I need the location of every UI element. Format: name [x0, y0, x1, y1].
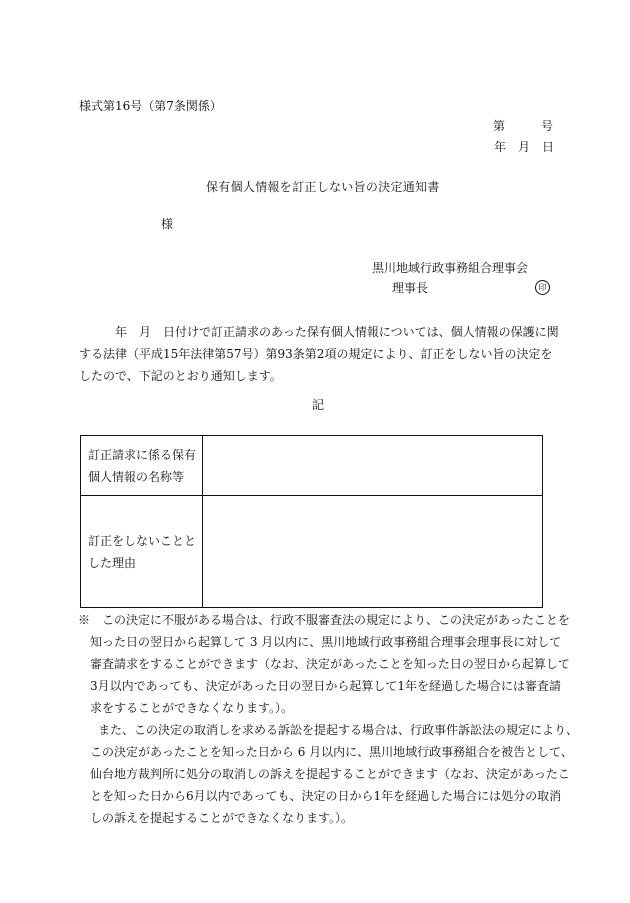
note-line: 知った日の翌日から起算して 3 月以内に、黒川地域行政事務組合理事会理事長に対して: [90, 635, 562, 649]
note-line: 仙台地方裁判所に処分の取消しの訴えを提起することができます（なお、決定があったこ: [90, 767, 570, 781]
note-line: 審査請求をすることができます（なお、決定があったことを知った日の翌日から起算して: [90, 657, 570, 671]
label-line: 訂正をしないことと: [88, 533, 197, 548]
note-line: とを知った日から6月以内であっても、決定の日から1年を経過した場合には処分の取消: [90, 789, 562, 803]
body-line: する法律（平成15年法律第57号）第93条第2項の規定により、訂正をしない旨の決定を: [79, 347, 553, 361]
note-line: しの訴えを提起することができなくなります。）。: [90, 811, 354, 825]
note-line: 3月以内であっても、決定があった日の翌日から起算して1年を経過した場合には審査請: [90, 679, 562, 693]
seal-mark-icon: 印: [535, 280, 550, 295]
note-text: この決定に不服がある場合は、行政不服審査法の規定により、この決定があったことを: [90, 613, 570, 627]
row-value-reason: [203, 496, 543, 608]
document-title: 保有個人情報を訂正しない旨の決定通知書: [206, 180, 440, 194]
issuer-title: 理事長: [392, 281, 429, 295]
note-line: 求をすることができなくなります。）。: [90, 701, 294, 715]
body-line: したので、下記のとおり通知します。: [79, 369, 282, 383]
row-label-reason: [81, 496, 203, 608]
note-line: この決定があったことを知った日から 6 月以内に、黒川地域行政事務組合を被告として、: [90, 745, 573, 759]
label-line: 個人情報の名称等: [88, 469, 185, 484]
row-label-record-name: [81, 436, 203, 496]
label-line: 訂正請求に係る保有: [88, 447, 197, 462]
form-number-label: 様式第16号（第7条関係）: [79, 99, 222, 113]
note-line: [78, 609, 570, 631]
table-row: [81, 496, 543, 608]
record-table: [80, 435, 543, 608]
issuer-organization: 黒川地域行政事務組合理事会: [372, 261, 529, 275]
document-date-label: 年 月 日: [494, 140, 555, 154]
body-line: 年 月 日付けで訂正請求のあった保有個人情報については、個人情報の保護に関: [79, 325, 559, 339]
table-row: [81, 436, 543, 496]
ki-heading: 記: [312, 398, 325, 412]
document-number-label: 第 号: [493, 119, 554, 133]
addressee-honorific: 様: [161, 217, 174, 231]
appeal-note: [78, 609, 579, 829]
body-paragraph: [79, 321, 559, 387]
label-line: した理由: [88, 555, 137, 570]
note-mark: ※: [78, 613, 91, 627]
note-line: また、この決定の取消しを求める訴訟を提起する場合は、行政事件訴訟法の規定により、: [98, 723, 579, 737]
row-value-record-name: [203, 436, 543, 496]
